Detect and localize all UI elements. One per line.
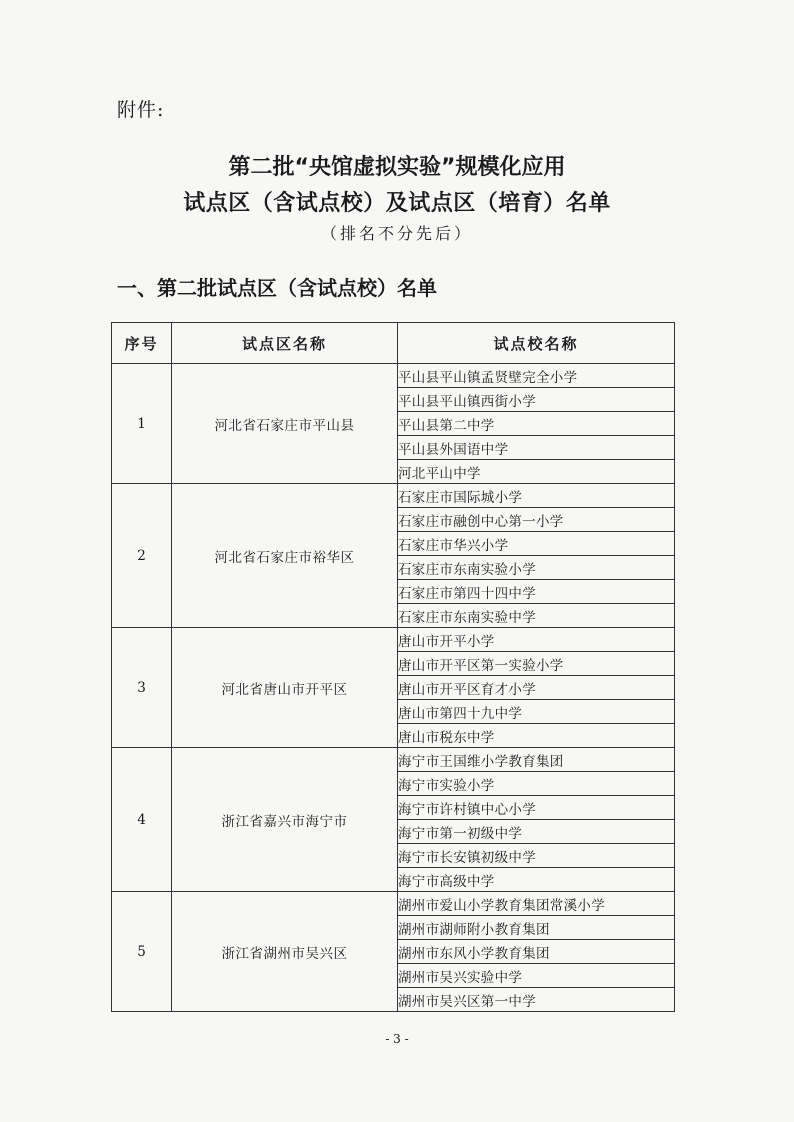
school-cell: 唐山市税东中学 (398, 724, 675, 748)
school-cell: 海宁市许村镇中心小学 (398, 796, 675, 820)
seq-cell: 3 (112, 628, 172, 748)
seq-cell: 2 (112, 484, 172, 628)
school-cell: 海宁市第一初级中学 (398, 820, 675, 844)
page-number: - 3 - (385, 1032, 409, 1046)
school-cell: 海宁市王国维小学教育集团 (398, 748, 675, 772)
header-region: 试点区名称 (172, 323, 398, 364)
school-cell: 平山县外国语中学 (398, 436, 675, 460)
school-cell: 平山县平山镇西街小学 (398, 388, 675, 412)
school-cell: 石家庄市华兴小学 (398, 532, 675, 556)
seq-cell: 1 (112, 364, 172, 484)
school-cell: 石家庄市东南实验小学 (398, 556, 675, 580)
seq-cell: 5 (112, 892, 172, 1012)
school-cell: 唐山市开平区育才小学 (398, 676, 675, 700)
school-cell: 石家庄市国际城小学 (398, 484, 675, 508)
school-cell: 湖州市爱山小学教育集团常溪小学 (398, 892, 675, 916)
table-row (112, 628, 675, 652)
table-row (112, 892, 675, 916)
table-header-row (112, 323, 675, 364)
region-cell: 河北省石家庄市裕华区 (172, 484, 398, 628)
seq-cell: 4 (112, 748, 172, 892)
school-cell: 平山县第二中学 (398, 412, 675, 436)
school-cell: 湖州市湖师附小教育集团 (398, 916, 675, 940)
section-heading: 一、第二批试点区（含试点校）名单 (117, 276, 437, 300)
table-row (112, 364, 675, 388)
school-cell: 湖州市吴兴区第一中学 (398, 988, 675, 1012)
region-cell: 河北省石家庄市平山县 (172, 364, 398, 484)
school-cell: 唐山市开平区第一实验小学 (398, 652, 675, 676)
school-cell: 石家庄市融创中心第一小学 (398, 508, 675, 532)
header-school: 试点校名称 (398, 323, 675, 364)
school-cell: 石家庄市东南实验中学 (398, 604, 675, 628)
school-cell: 河北平山中学 (398, 460, 675, 484)
document-title-line-2: 试点区（含试点校）及试点区（培育）名单 (183, 191, 611, 216)
region-cell: 河北省唐山市开平区 (172, 628, 398, 748)
attachment-label: 附件: (117, 99, 165, 121)
school-cell: 唐山市第四十九中学 (398, 700, 675, 724)
school-cell: 海宁市长安镇初级中学 (398, 844, 675, 868)
region-cell: 浙江省湖州市吴兴区 (172, 892, 398, 1012)
table-row (112, 484, 675, 508)
pilot-list-table (111, 322, 675, 1012)
document-title-line-1: 第二批“央馆虚拟实验”规模化应用 (228, 155, 566, 180)
region-cell: 浙江省嘉兴市海宁市 (172, 748, 398, 892)
school-cell: 海宁市实验小学 (398, 772, 675, 796)
school-cell: 平山县平山镇孟贤壁完全小学 (398, 364, 675, 388)
table-row (112, 748, 675, 772)
ranking-note: （排名不分先后） (320, 224, 473, 243)
school-cell: 石家庄市第四十四中学 (398, 580, 675, 604)
school-cell: 唐山市开平小学 (398, 628, 675, 652)
school-cell: 海宁市高级中学 (398, 868, 675, 892)
header-seq: 序号 (112, 323, 172, 364)
school-cell: 湖州市吴兴实验中学 (398, 964, 675, 988)
school-cell: 湖州市东风小学教育集团 (398, 940, 675, 964)
